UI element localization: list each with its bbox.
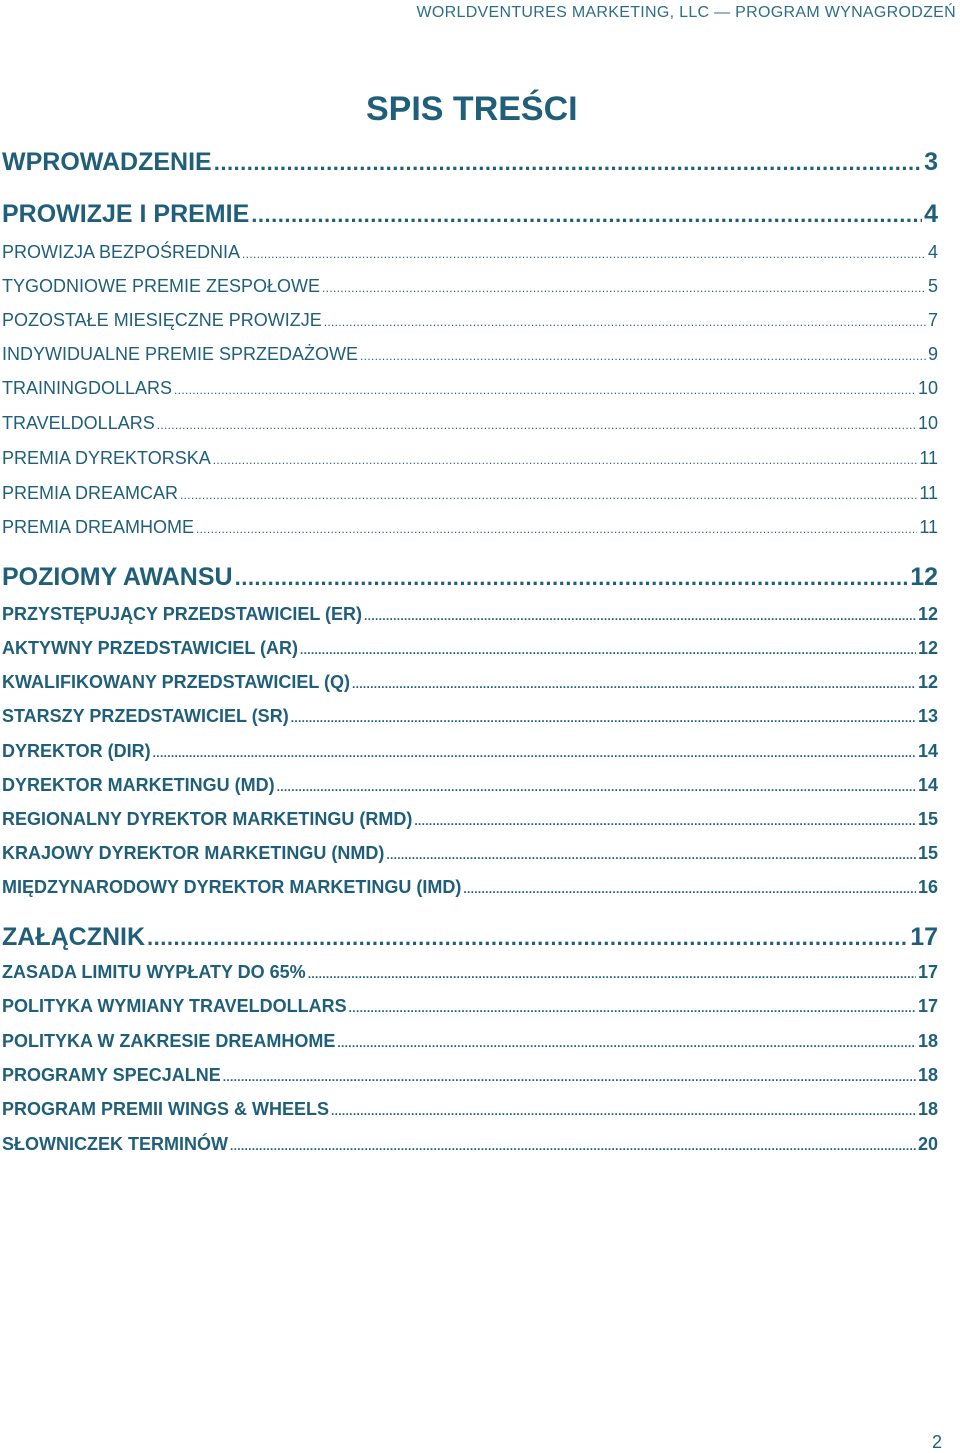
toc-entry-title: KRAJOWY DYREKTOR MARKETINGU (NMD) <box>2 843 385 863</box>
dot-leader <box>291 711 916 725</box>
toc-entry-title: TYGODNIOWE PREMIE ZESPOŁOWE <box>2 276 321 296</box>
toc-entry-title: PRZYSTĘPUJĄCY PRZEDSTAWICIEL (ER) <box>2 604 363 624</box>
toc-entry[interactable] <box>2 413 938 434</box>
toc-entry-page: 13 <box>917 706 938 726</box>
dot-leader <box>463 882 916 896</box>
dot-leader <box>349 1001 916 1015</box>
toc-entry[interactable] <box>2 276 938 297</box>
toc-entry-page: 9 <box>927 344 938 364</box>
page-number: 2 <box>931 1432 942 1452</box>
toc-entry-page: 15 <box>917 809 938 829</box>
toc-entry[interactable] <box>2 1065 938 1086</box>
toc-entry-title: POLITYKA WYMIANY TRAVELDOLLARS <box>2 996 347 1016</box>
toc-entry[interactable] <box>2 923 938 952</box>
toc-entry-title: AKTYWNY PRZEDSTAWICIEL (AR) <box>2 638 298 658</box>
toc-entry-title: KWALIFIKOWANY PRZEDSTAWICIEL (Q) <box>2 672 350 692</box>
toc-entry-page: 11 <box>919 517 938 537</box>
toc-entry-page: 18 <box>917 1031 938 1051</box>
dot-leader <box>196 522 917 536</box>
toc-entry-page: 12 <box>917 604 938 624</box>
toc-entry-title: PROWIZJA BEZPOŚREDNIA <box>2 242 241 262</box>
toc-entry[interactable] <box>2 563 938 592</box>
dot-leader <box>364 609 916 623</box>
toc-entry-page: 17 <box>917 996 938 1016</box>
dot-leader <box>147 925 908 951</box>
page-title: SPIS TREŚCI <box>366 90 578 128</box>
toc-entry[interactable] <box>2 809 938 830</box>
toc-entry[interactable] <box>2 604 938 625</box>
toc-entry-page: 11 <box>919 483 938 503</box>
toc-entry-title: TRAVELDOLLARS <box>2 413 155 433</box>
dot-leader <box>414 814 916 828</box>
toc-entry-title: PROGRAMY SPECJALNE <box>2 1065 221 1085</box>
toc-entry-page: 7 <box>927 310 938 330</box>
toc-entry-page: 4 <box>927 242 938 262</box>
toc-entry[interactable] <box>2 483 938 504</box>
toc-entry[interactable] <box>2 344 938 365</box>
toc-entry-page: 17 <box>917 962 938 982</box>
toc-entry[interactable] <box>2 741 938 762</box>
toc-entry-title: PROWIZJE I PREMIE <box>2 200 250 228</box>
toc-entry-page: 12 <box>917 638 938 658</box>
toc-entry-title: TRAININGDOLLARS <box>2 378 173 398</box>
toc-entry[interactable] <box>2 517 938 538</box>
toc-entry[interactable] <box>2 672 938 693</box>
toc-entry-title: PREMIA DYREKTORSKA <box>2 448 211 468</box>
toc-entry[interactable] <box>2 996 938 1017</box>
toc-entry-title: POZOSTAŁE MIESIĘCZNE PROWIZJE <box>2 310 322 330</box>
dot-leader <box>300 643 916 657</box>
dot-leader <box>331 1104 916 1118</box>
dot-leader <box>242 247 926 261</box>
dot-leader <box>352 677 916 691</box>
toc-entry-page: 14 <box>917 741 938 761</box>
dot-leader <box>157 418 916 432</box>
dot-leader <box>174 383 916 397</box>
toc-entry-page: 18 <box>917 1099 938 1119</box>
toc-entry-page: 12 <box>910 563 938 591</box>
toc-entry[interactable] <box>2 148 938 177</box>
toc-entry-page: 18 <box>917 1065 938 1085</box>
toc-entry[interactable] <box>2 877 938 898</box>
toc-entry-title: MIĘDZYNARODOWY DYREKTOR MARKETINGU (IMD) <box>2 877 462 897</box>
toc-entry-title: POLITYKA W ZAKRESIE DREAMHOME <box>2 1031 336 1051</box>
toc-entry[interactable] <box>2 378 938 399</box>
dot-leader <box>251 202 922 228</box>
toc-entry-title: WPROWADZENIE <box>2 148 212 176</box>
dot-leader <box>213 453 918 467</box>
toc-entry[interactable] <box>2 1031 938 1052</box>
dot-leader <box>180 488 917 502</box>
dot-leader <box>230 1139 916 1153</box>
toc-entry-title: DYREKTOR (DIR) <box>2 741 151 761</box>
toc-entry-page: 3 <box>924 148 938 176</box>
dot-leader <box>277 780 916 794</box>
toc-entry[interactable] <box>2 843 938 864</box>
toc-entry-title: ZAŁĄCZNIK <box>2 923 146 951</box>
dot-leader <box>308 967 916 981</box>
dot-leader <box>360 349 926 363</box>
toc-entry[interactable] <box>2 706 938 727</box>
toc-entry-page: 12 <box>917 672 938 692</box>
toc-entry-title: ZASADA LIMITU WYPŁATY DO 65% <box>2 962 306 982</box>
toc-entry-title: STARSZY PRZEDSTAWICIEL (SR) <box>2 706 289 726</box>
toc-entry-page: 15 <box>917 843 938 863</box>
toc-entry-title: SŁOWNICZEK TERMINÓW <box>2 1134 228 1154</box>
toc-entry-page: 10 <box>917 378 938 398</box>
toc-entry-page: 17 <box>910 923 938 951</box>
toc-entry[interactable] <box>2 200 938 229</box>
toc-entry[interactable] <box>2 242 938 263</box>
running-header: WORLDVENTURES MARKETING, LLC — PROGRAM WYNAGRODZEŃ <box>416 4 956 21</box>
toc-entry-title: PREMIA DREAMHOME <box>2 517 195 537</box>
toc-entry-title: REGIONALNY DYREKTOR MARKETINGU (RMD) <box>2 809 413 829</box>
toc-entry[interactable] <box>2 448 938 469</box>
toc-entry-title: DYREKTOR MARKETINGU (MD) <box>2 775 275 795</box>
dot-leader <box>223 1070 916 1084</box>
toc-entry-page: 4 <box>924 200 938 228</box>
dot-leader <box>386 848 916 862</box>
toc-entry-page: 10 <box>917 413 938 433</box>
toc-entry-page: 20 <box>917 1134 938 1154</box>
dot-leader <box>214 150 922 176</box>
dot-leader <box>337 1036 916 1050</box>
toc-entry-page: 5 <box>927 276 938 296</box>
toc-entry[interactable] <box>2 962 938 983</box>
toc-entry-page: 16 <box>917 877 938 897</box>
dot-leader <box>235 565 909 591</box>
toc-entry[interactable] <box>2 638 938 659</box>
toc-entry-title: PREMIA DREAMCAR <box>2 483 179 503</box>
toc-entry[interactable] <box>2 1134 938 1155</box>
dot-leader <box>153 746 916 760</box>
toc-entry-title: INDYWIDUALNE PREMIE SPRZEDAŻOWE <box>2 344 359 364</box>
dot-leader <box>324 315 926 329</box>
toc-entry-page: 14 <box>917 775 938 795</box>
dot-leader <box>322 281 926 295</box>
toc-entry-title: POZIOMY AWANSU <box>2 563 233 591</box>
toc-entry-page: 11 <box>919 448 938 468</box>
toc-entry[interactable] <box>2 310 938 331</box>
toc-entry[interactable] <box>2 1099 938 1120</box>
toc-entry-title: PROGRAM PREMII WINGS & WHEELS <box>2 1099 330 1119</box>
toc-entry[interactable] <box>2 775 938 796</box>
